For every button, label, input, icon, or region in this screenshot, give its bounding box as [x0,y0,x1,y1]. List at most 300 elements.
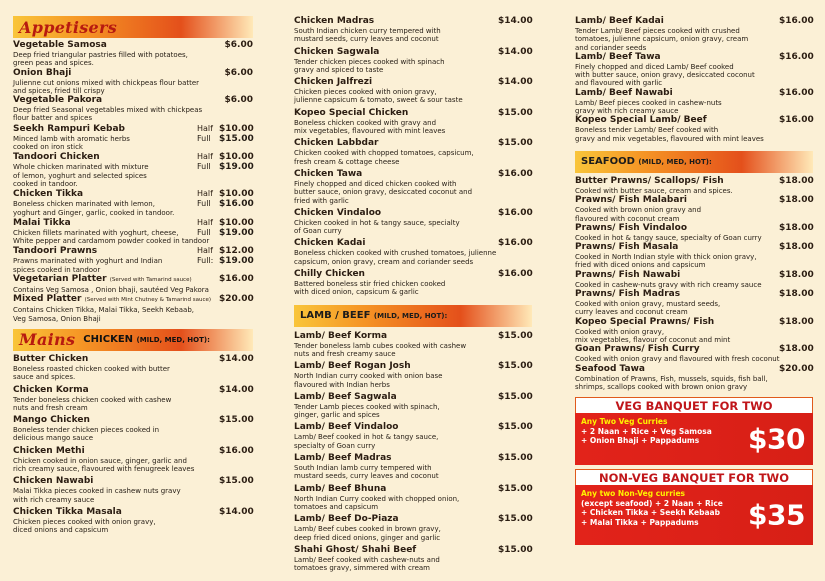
veg-banquet-line: + Onion Bhaji + Pappadums [581,436,700,446]
menu-item-description: Whole chicken marinated with mixture [13,163,149,172]
menu-item-description: mustard seeds, curry leaves and coconut [294,35,439,44]
menu-item-name [575,223,779,234]
menu-item-row [294,422,532,433]
veg-banquet-price: $30 [748,422,805,456]
menu-item-name-text: Lamb/ Beef Bhuna [294,483,387,494]
menu-item [13,476,253,504]
menu-item-price: $16.00 [498,269,533,280]
appetisers-header [13,16,253,38]
menu-item [294,331,532,359]
menu-item-name [294,361,498,372]
menu-item-row [294,208,532,219]
menu-item [575,16,813,52]
menu-item [575,176,813,195]
menu-item-name [575,317,779,328]
menu-item-row [13,294,253,306]
menu-item-row [13,68,253,79]
menu-item-description: flour batter and spices [13,114,93,123]
mains-header [13,329,253,351]
menu-item-name-text: Chicken Tawa [294,168,363,179]
menu-item-name [294,453,498,464]
menu-item-price: $15.00 [498,422,533,433]
menu-item-description: flavoured with coconut cream [575,214,680,223]
column-left [13,0,253,535]
menu-item-name [294,169,498,180]
menu-item-description: Chicken pieces cooked with onion gravy, [13,517,156,526]
menu-item [575,364,813,392]
menu-item-description: and spices, fried till crispy [13,86,105,95]
menu-item-description: cooked in tandoor. [13,179,78,188]
menu-item-row [13,123,253,135]
menu-item-name [575,289,779,300]
menu-item-name-text: Lamb/ Beef Tawa [575,51,661,62]
menu-item-description: Lamb/ Beef cooked with cashew-nuts and [294,555,440,564]
menu-item-description: Tender Lamb/ Beef pieces cooked with crushed [575,27,740,35]
menu-item-row [575,242,813,253]
menu-item-row [575,195,813,206]
seafood-title: SEAFOOD [581,156,635,168]
menu-item-name-text: Chicken Methi [13,445,85,456]
menu-item-price: $18.00 [779,344,814,355]
menu-item [294,484,532,512]
menu-item-size: Full [197,133,211,143]
menu-item-price: $16.00 [779,115,814,126]
menu-item-description: gravy and spiced to taste [294,65,384,74]
menu-item-description: with diced onion, capsicum & garlic [294,288,419,297]
menu-item-row [294,453,532,464]
menu-item [294,77,532,105]
menu-item-row [294,238,532,249]
menu-item-description: sauce and spices. [13,373,76,382]
menu-item-description: with rich creamy sauce [13,495,95,504]
menu-item-description: flavoured with Indian herbs [294,380,390,389]
menu-item-name-text: Shahi Ghost/ Shahi Beef [294,544,417,555]
menu-item [13,507,253,535]
menu-item [294,108,532,136]
nonveg-banquet-price: $35 [748,498,805,532]
menu-item-description: Cooked in cashew-nuts gravy with rich creamy sauce [575,280,762,289]
menu-item-price: $15.00 [498,330,533,341]
veg-banquet-title: VEG BANQUET FOR TWO [575,397,813,413]
column-right [575,0,813,545]
menu-item-name [575,344,779,355]
lamb-beef-heat: (MILD, MED, HOT): [373,311,448,320]
menu-item-name [575,115,779,126]
menu-item-row [575,270,813,281]
menu-item-description: Cooked with brown onion gravy and [575,206,702,215]
menu-item-name-text: Lamb/ Beef Vindaloo [294,422,399,433]
menu-item-row [575,16,813,27]
menu-item-description: fresh cream & cottage cheese [294,157,400,166]
menu-item-name-text: Lamb/ Beef Do-Piaza [294,514,399,525]
menu-item [294,545,532,573]
menu-item-description: gravy with rich creamy sauce [575,107,679,116]
menu-item-description: nuts and fresh creamy sauce [294,349,396,358]
veg-banquet-body [575,413,813,465]
menu-item-size: Full [197,162,211,172]
menu-item-row [294,392,532,403]
menu-item-description: Boneless tender chicken pieces cooked in [13,426,160,435]
menu-item-row [13,415,253,426]
menu-item-price: $18.00 [779,316,814,327]
nonveg-banquet [575,469,813,545]
menu-item-name [13,476,219,487]
menu-item-size: Half [197,189,213,199]
menu-item [13,95,253,123]
veg-banquet-line: Any Two Veg Curries [581,417,668,427]
menu-item-row [575,176,813,187]
menu-item-row [575,364,813,375]
menu-item-name: Tandoori Prawns [13,246,98,257]
menu-item-name [13,415,219,426]
menu-item-description: with butter sauce, onion gravy, desiccated coconut [575,71,755,80]
menu-item [575,88,813,116]
menu-item-description: South Indian chicken curry tempered with [294,27,441,35]
menu-item-name [294,238,498,249]
menu-item-name [13,40,219,51]
menu-item-name [13,507,219,518]
menu-item-row [294,47,532,58]
menu-item-name [13,68,219,79]
menu-item-description-line [13,135,253,143]
menu-item-name-text: Lamb/ Beef Korma [294,330,388,341]
menu-item-name [294,138,498,149]
menu-item-description: deep fried diced onions, ginger and garlic [294,533,441,542]
menu-item-name [294,392,498,403]
column-middle [294,0,532,572]
menu-item-name-text: Prawns/ Fish Nawabi [575,269,681,280]
menu-item-description: of Goan curry [294,227,342,236]
menu-item-description: mix vegetables, flavour of coconut and mint [575,335,731,344]
chicken-list [13,354,253,535]
menu-item-price: $14.00 [498,77,533,88]
menu-item-name [294,77,498,88]
menu-item [575,223,813,242]
menu-item-price: $15.00 [498,107,533,118]
menu-item-name: Seekh Rampuri Kebab [13,123,125,134]
menu-item-price: $16.00 [219,199,254,210]
menu-item-name [294,47,498,58]
menu-item-size: Full [197,227,211,237]
menu-item-description: White pepper and cardamom powder cooked in tandoor [13,237,210,246]
menu-item-name: Chicken Tikka [13,189,84,200]
menu-item-description: Chicken cooked in onion sauce, ginger, garlic and [13,456,187,465]
menu-item [294,16,532,44]
menu-item-name-text: Chicken Tikka Masala [13,506,122,517]
menu-item-row [13,507,253,518]
menu-item-name [294,484,498,495]
menu-item [575,52,813,88]
menu-item [575,270,813,289]
lamb-beef-header [294,305,532,327]
menu-item-description: North Indian Curry cooked with chopped onion, [294,494,460,503]
menu-item [13,40,253,68]
menu-item-name [13,274,219,286]
menu-item-description: shrimps, scallops cooked with brown onion gravy [575,382,748,391]
menu-item-row [294,269,532,280]
menu-item-price: $19.00 [219,162,254,173]
menu-item-name [294,269,498,280]
nonveg-banquet-title: NON-VEG BANQUET FOR TWO [575,469,813,485]
menu-item-description: Tender boneless lamb cubes cooked with cashew [294,341,467,350]
menu-item-description: Lamb/ Beef cubes cooked in brown gravy, [294,525,441,534]
menu-item-description: ginger, garlic and spices [294,411,380,420]
menu-item-name-text: Prawns/ Fish Vindaloo [575,222,688,233]
menu-item-description: of lemon, yoghurt and selected spices [13,171,147,180]
menu-item-row [13,40,253,51]
menu-item-row [294,545,532,556]
menu-item-row [13,446,253,457]
menu-item-row [13,245,253,257]
menu-item-price: $18.00 [779,269,814,280]
menu-item-description: Cooked in North Indian style with thick onion gravy, [575,253,757,262]
menu-item-name-text: Seafood Tawa [575,363,645,374]
menu-item [13,385,253,413]
menu-item-description-line [13,229,253,237]
menu-item-description: Lamb/ Beef pieces cooked in cashew-nuts [575,98,722,107]
menu-item-row [294,16,532,27]
menu-item [575,242,813,270]
menu-item-note: (Served with Tamarind sauce) [109,277,192,284]
mains-title: Mains [19,330,76,350]
menu-item [294,269,532,297]
menu-item [13,68,253,96]
menu-item-description: Boneless chicken cooked with gravy and [294,118,437,127]
menu-item-price: $12.00 [219,246,254,257]
menu-item-price: $6.00 [224,95,253,106]
menu-item-name [575,16,779,27]
menu-item-name-text: Chicken Sagwala [294,46,380,57]
menu-item-price: $16.00 [219,274,254,285]
menu-item-description: Tender chicken pieces cooked with spinach [294,57,445,66]
menu-item-description: Tender Lamb pieces cooked with spinach, [294,402,440,411]
menu-item-description: and flavoured with garlic [575,79,663,88]
menu-item-name [13,385,219,396]
menu-item-description: Boneless chicken cooked with crushed tomatoes, julienne [294,249,497,258]
menu-item-description: Lamb/ Beef cooked in hot & tangy sauce, [294,433,439,442]
menu-item [13,446,253,474]
menu-item-description: Contains Chicken Tikka, Malai Tikka, Seekh Kebaab, [13,306,194,315]
menu-item [13,188,253,217]
menu-item-size: Half [197,246,213,256]
seafood-header [575,151,813,173]
menu-item-price: $16.00 [779,51,814,62]
seafood-list [575,176,813,391]
veg-banquet [575,397,813,465]
menu-item-price: $14.00 [498,16,533,26]
menu-item-row [13,188,253,200]
menu-item-row [13,95,253,106]
seafood-heat: (MILD, MED, HOT): [638,157,712,166]
menu-item-name-text: Chicken Labbdar [294,138,379,149]
menu-item-description: tomatoes gravy, simmered with cream [294,564,430,573]
menu-item [575,344,813,363]
menu-item-row [575,223,813,234]
menu-item [294,453,532,481]
menu-item-name-text: Butter Prawns/ Scallops/ Fish [575,175,724,186]
menu-item-price: $10.00 [219,189,254,200]
menu-item-description: Cooked with onion gravy, mustard seeds, [575,300,721,309]
menu-item-description: Cooked with butter sauce, cream and spices. [575,186,733,195]
menu-item-description-line [13,200,253,208]
menu-item-description: South Indian lamb curry tempered with [294,464,432,473]
menu-item-row [294,77,532,88]
menu-item [575,317,813,345]
menu-item-name [294,422,498,433]
menu-item-name [13,95,219,106]
menu-item-row [294,331,532,342]
nonveg-banquet-line: + Malai Tikka + Pappadums [581,517,699,527]
menu-item-price: $10.00 [219,123,254,134]
menu-item-name-text: Chilly Chicken [294,269,365,280]
menu-item-price: $15.00 [498,483,533,494]
menu-item-description: rich creamy sauce, flavoured with fenugreek leaves [13,465,195,474]
menu-item-description: Boneless tender Lamb/ Beef cooked with [575,126,719,135]
menu-item-name-text: Chicken Vindaloo [294,207,382,218]
menu-item-price: $15.00 [498,361,533,372]
menu-item-price: $15.00 [219,415,254,426]
menu-item-name [575,52,779,63]
menu-item-price: $10.00 [219,217,254,228]
menu-item-name-text: Kopeo Special Chicken [294,107,409,118]
menu-item-price: $15.00 [498,544,533,555]
menu-item-size: Half [197,152,213,162]
menu-item-name-text: Chicken Jalfrezi [294,77,373,88]
menu-item-name-text: Prawns/ Fish Madras [575,289,681,300]
menu-item-row [294,514,532,525]
menu-item-description: tomatoes, julienne capsicum, onion gravy, cream [575,35,749,44]
nonveg-banquet-line: (except seafood) + 2 Naan + Rice [581,498,723,508]
menu-item [13,294,253,323]
menu-item-description: and coriander seeds [575,43,647,52]
menu-item-note: (Served with Mint Chutney & Tamarind sauce) [84,297,212,304]
nonveg-banquet-line: + Chicken Tikka + Seekh Kebaab [581,508,720,518]
menu-item [294,208,532,236]
menu-item-row [294,361,532,372]
menu-item-name [575,364,779,375]
menu-item [13,123,253,152]
menu-item-description: Julienne cut onions mixed with chickpeas flour batter [13,78,200,87]
menu-item-row [13,476,253,487]
menu-item-description: Prawns marinated with yoghurt and Indian [13,257,163,266]
menu-item-row [13,274,253,286]
menu-item-price: $15.00 [498,138,533,149]
menu-item-name-text: Butter Chicken [13,353,89,364]
menu-item-description: butter sauce, onion gravy, desiccated coconut and [294,188,473,197]
lamb-beef-title: LAMB / BEEF [300,310,371,322]
menu-item-size: Full: [197,256,214,266]
menu-item-price: $10.00 [219,152,254,163]
menu-item-name-text: Chicken Kadai [294,238,366,249]
menu-item-description: Chicken cooked with chopped tomatoes, capsicum, [294,149,474,158]
menu-item [13,274,253,294]
menu-item-description: Chicken pieces cooked with onion gravy, [294,88,437,97]
menu-item-row [294,484,532,495]
menu-item [575,289,813,317]
menu-item [294,238,532,266]
menu-item-name-text: Prawns/ Fish Malabari [575,195,687,206]
menu-item-description: Boneless chicken marinated with lemon, [13,200,155,209]
menu-item-price: $16.00 [498,207,533,218]
menu-item-name [13,446,219,457]
menu-item [294,514,532,542]
menu-item-name [13,354,219,365]
menu-item [13,354,253,382]
menu-item-description: capsicum, onion gravy, cream and coriander seeds [294,257,474,266]
menu-item-price: $14.00 [498,46,533,57]
menu-item-row [575,52,813,63]
menu-item-name-text: Lamb/ Beef Kadai [575,16,664,26]
menu-item [13,217,253,246]
menu-item-row [13,217,253,229]
menu-item-price: $20.00 [219,294,254,305]
menu-item-row [13,385,253,396]
appetisers-list [13,40,253,323]
menu-item [294,138,532,166]
menu-item-name [294,514,498,525]
menu-item-price: $16.00 [219,445,254,456]
menu-item [294,169,532,205]
menu-item-name-text: Mango Chicken [13,415,90,426]
menu-item-name [294,208,498,219]
menu-item [13,245,253,274]
menu-item-description: diced onions and capsicum [13,526,109,535]
menu-item [13,415,253,443]
menu-item-name-text: Lamb/ Beef Madras [294,453,392,464]
menu-item-name-text: Chicken Nawabi [13,476,94,487]
menu-item-price: $14.00 [219,384,254,395]
menu-item-description: green peas and spices. [13,59,94,68]
menu-item-name [13,294,219,306]
menu-item-description-line [13,163,253,171]
menu-item-name-text: Chicken Korma [13,384,89,395]
menu-item-description: North Indian curry cooked with onion base [294,372,443,381]
veg-banquet-line: + 2 Naan + Rice + Veg Samosa [581,426,712,436]
menu-item [294,361,532,389]
menu-item-name-text: Vegetable Samosa [13,40,107,50]
menu-item-price: $16.00 [779,16,814,26]
menu-item-description: tomatoes and capsicum [294,502,379,511]
menu-item-price: $14.00 [219,506,254,517]
menu-item-description: curry leaves and coconut cream [575,308,688,317]
menu-item-price: $16.00 [779,87,814,98]
menu-item-row [13,354,253,365]
mains-subtitle: CHICKEN (MILD, MED, HOT): [83,334,210,346]
nonveg-banquet-line: Any two Non-Veg curries [581,489,686,499]
menu-item-name-text: Lamb/ Beef Rogan Josh [294,361,411,372]
menu-item-description: spices cooked in tandoor [13,265,101,274]
menu-item-description: Chicken fillets marinated with yoghurt, cheese, [13,228,179,237]
menu-item-row [575,344,813,355]
menu-item-description-line [13,257,253,265]
menu-item-description: fried with diced onions and capsicum [575,261,706,270]
menu-item-description: Battered boneless stir fried chicken cooked [294,280,446,289]
chicken-list-continued [294,16,532,297]
menu-item-price: $18.00 [779,289,814,300]
menu-item-price: $15.00 [498,391,533,402]
menu-item-price: $14.00 [219,353,254,364]
menu-item-description: Cooked with onion gravy, [575,327,665,336]
menu-item-price: $16.00 [498,168,533,179]
menu-item-name [575,195,779,206]
menu-item-price: $19.00 [219,227,254,238]
menu-item-name-text: Lamb/ Beef Sagwala [294,391,397,402]
menu-item-row [575,88,813,99]
menu-item-description: specialty of Goan curry [294,441,376,450]
menu-item-size: Half [197,123,213,133]
menu-item-description: cooked on iron stick [13,143,83,152]
nonveg-banquet-body [575,485,813,545]
